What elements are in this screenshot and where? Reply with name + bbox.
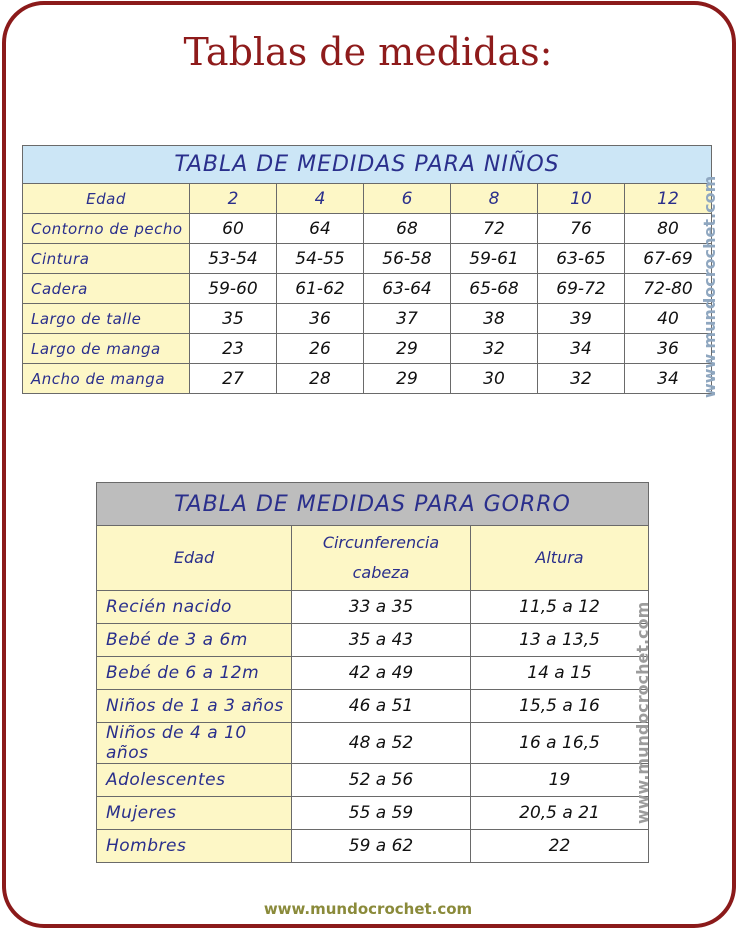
hat-measurements-table: [96, 482, 649, 863]
header-age-cell: 12: [625, 184, 712, 214]
table-row: [23, 304, 712, 334]
table-cell: 69-72: [538, 274, 625, 304]
header-height: Altura: [471, 526, 649, 591]
table-cell: 32: [451, 334, 538, 364]
table-cell: 55 a 59: [292, 797, 471, 830]
table-cell: 65-68: [451, 274, 538, 304]
footer-url: www.mundocrochet.com: [263, 900, 473, 918]
table-cell: 19: [471, 764, 649, 797]
table-cell: 16 a 16,5: [471, 723, 649, 764]
table-cell: 56-58: [364, 244, 451, 274]
row-label: Contorno de pecho: [23, 214, 190, 244]
table-row: [23, 214, 712, 244]
table-cell: 15,5 a 16: [471, 690, 649, 723]
table-row: [23, 244, 712, 274]
table-row: [97, 764, 649, 797]
table-cell: 11,5 a 12: [471, 591, 649, 624]
table-cell: 59 a 62: [292, 830, 471, 863]
table-header-row: [23, 184, 712, 214]
table-cell: 33 a 35: [292, 591, 471, 624]
row-label: Largo de manga: [23, 334, 190, 364]
table-row: [97, 690, 649, 723]
table-cell: 60: [190, 214, 277, 244]
table-cell: 67-69: [625, 244, 712, 274]
header-age-cell: 10: [538, 184, 625, 214]
row-label: Recién nacido: [97, 591, 292, 624]
header-age-cell: 2: [190, 184, 277, 214]
table-cell: 37: [364, 304, 451, 334]
header-age-cell: 4: [277, 184, 364, 214]
row-label: Bebé de 3 a 6m: [97, 624, 292, 657]
table-cell: 53-54: [190, 244, 277, 274]
header-age-label: Edad: [23, 184, 190, 214]
table-cell: 34: [538, 334, 625, 364]
table-cell: 36: [625, 334, 712, 364]
table-cell: 32: [538, 364, 625, 394]
row-label: Adolescentes: [97, 764, 292, 797]
table-cell: 26: [277, 334, 364, 364]
table-row: [23, 334, 712, 364]
row-label: Mujeres: [97, 797, 292, 830]
table-cell: 39: [538, 304, 625, 334]
watermark: www.mundocrochet.com: [700, 175, 719, 398]
table-cell: 80: [625, 214, 712, 244]
children-measurements-table: [22, 145, 712, 394]
table-cell: 35 a 43: [292, 624, 471, 657]
header-circumference: Circunferencia cabeza: [292, 526, 471, 591]
page-title: Tablas de medidas:: [183, 30, 553, 74]
watermark: www.mundocrochet.com: [633, 601, 652, 824]
table-cell: 23: [190, 334, 277, 364]
table-row: [97, 624, 649, 657]
row-label: Cintura: [23, 244, 190, 274]
table-cell: 40: [625, 304, 712, 334]
table-cell: 48 a 52: [292, 723, 471, 764]
table-cell: 30: [451, 364, 538, 394]
table-row: [97, 797, 649, 830]
row-label: Bebé de 6 a 12m: [97, 657, 292, 690]
table-cell: 13 a 13,5: [471, 624, 649, 657]
table-cell: 61-62: [277, 274, 364, 304]
table-row: [23, 364, 712, 394]
table-cell: 63-64: [364, 274, 451, 304]
table-cell: 14 a 15: [471, 657, 649, 690]
table-cell: 38: [451, 304, 538, 334]
row-label: Cadera: [23, 274, 190, 304]
table-cell: 72-80: [625, 274, 712, 304]
table-row: [97, 830, 649, 863]
table-cell: 35: [190, 304, 277, 334]
table-title: TABLA DE MEDIDAS PARA NIÑOS: [23, 146, 712, 184]
table-row: [97, 723, 649, 764]
table-cell: 42 a 49: [292, 657, 471, 690]
table-cell: 29: [364, 364, 451, 394]
table-title: TABLA DE MEDIDAS PARA GORRO: [97, 483, 649, 526]
row-label: Niños de 4 a 10 años: [97, 723, 292, 764]
table-cell: 63-65: [538, 244, 625, 274]
table-cell: 64: [277, 214, 364, 244]
header-age: Edad: [97, 526, 292, 591]
table-cell: 76: [538, 214, 625, 244]
table-cell: 36: [277, 304, 364, 334]
table-cell: 59-60: [190, 274, 277, 304]
row-label: Hombres: [97, 830, 292, 863]
row-label: Ancho de manga: [23, 364, 190, 394]
row-label: Largo de talle: [23, 304, 190, 334]
table-cell: 72: [451, 214, 538, 244]
table-cell: 52 a 56: [292, 764, 471, 797]
header-age-cell: 8: [451, 184, 538, 214]
table-cell: 34: [625, 364, 712, 394]
table-cell: 54-55: [277, 244, 364, 274]
table-cell: 59-61: [451, 244, 538, 274]
table-row: [97, 657, 649, 690]
table-cell: 20,5 a 21: [471, 797, 649, 830]
table-header-row: [97, 526, 649, 591]
table-row: [23, 274, 712, 304]
header-age-cell: 6: [364, 184, 451, 214]
table-cell: 27: [190, 364, 277, 394]
table-cell: 29: [364, 334, 451, 364]
table-cell: 46 a 51: [292, 690, 471, 723]
row-label: Niños de 1 a 3 años: [97, 690, 292, 723]
table-cell: 28: [277, 364, 364, 394]
table-cell: 22: [471, 830, 649, 863]
table-cell: 68: [364, 214, 451, 244]
table-row: [97, 591, 649, 624]
